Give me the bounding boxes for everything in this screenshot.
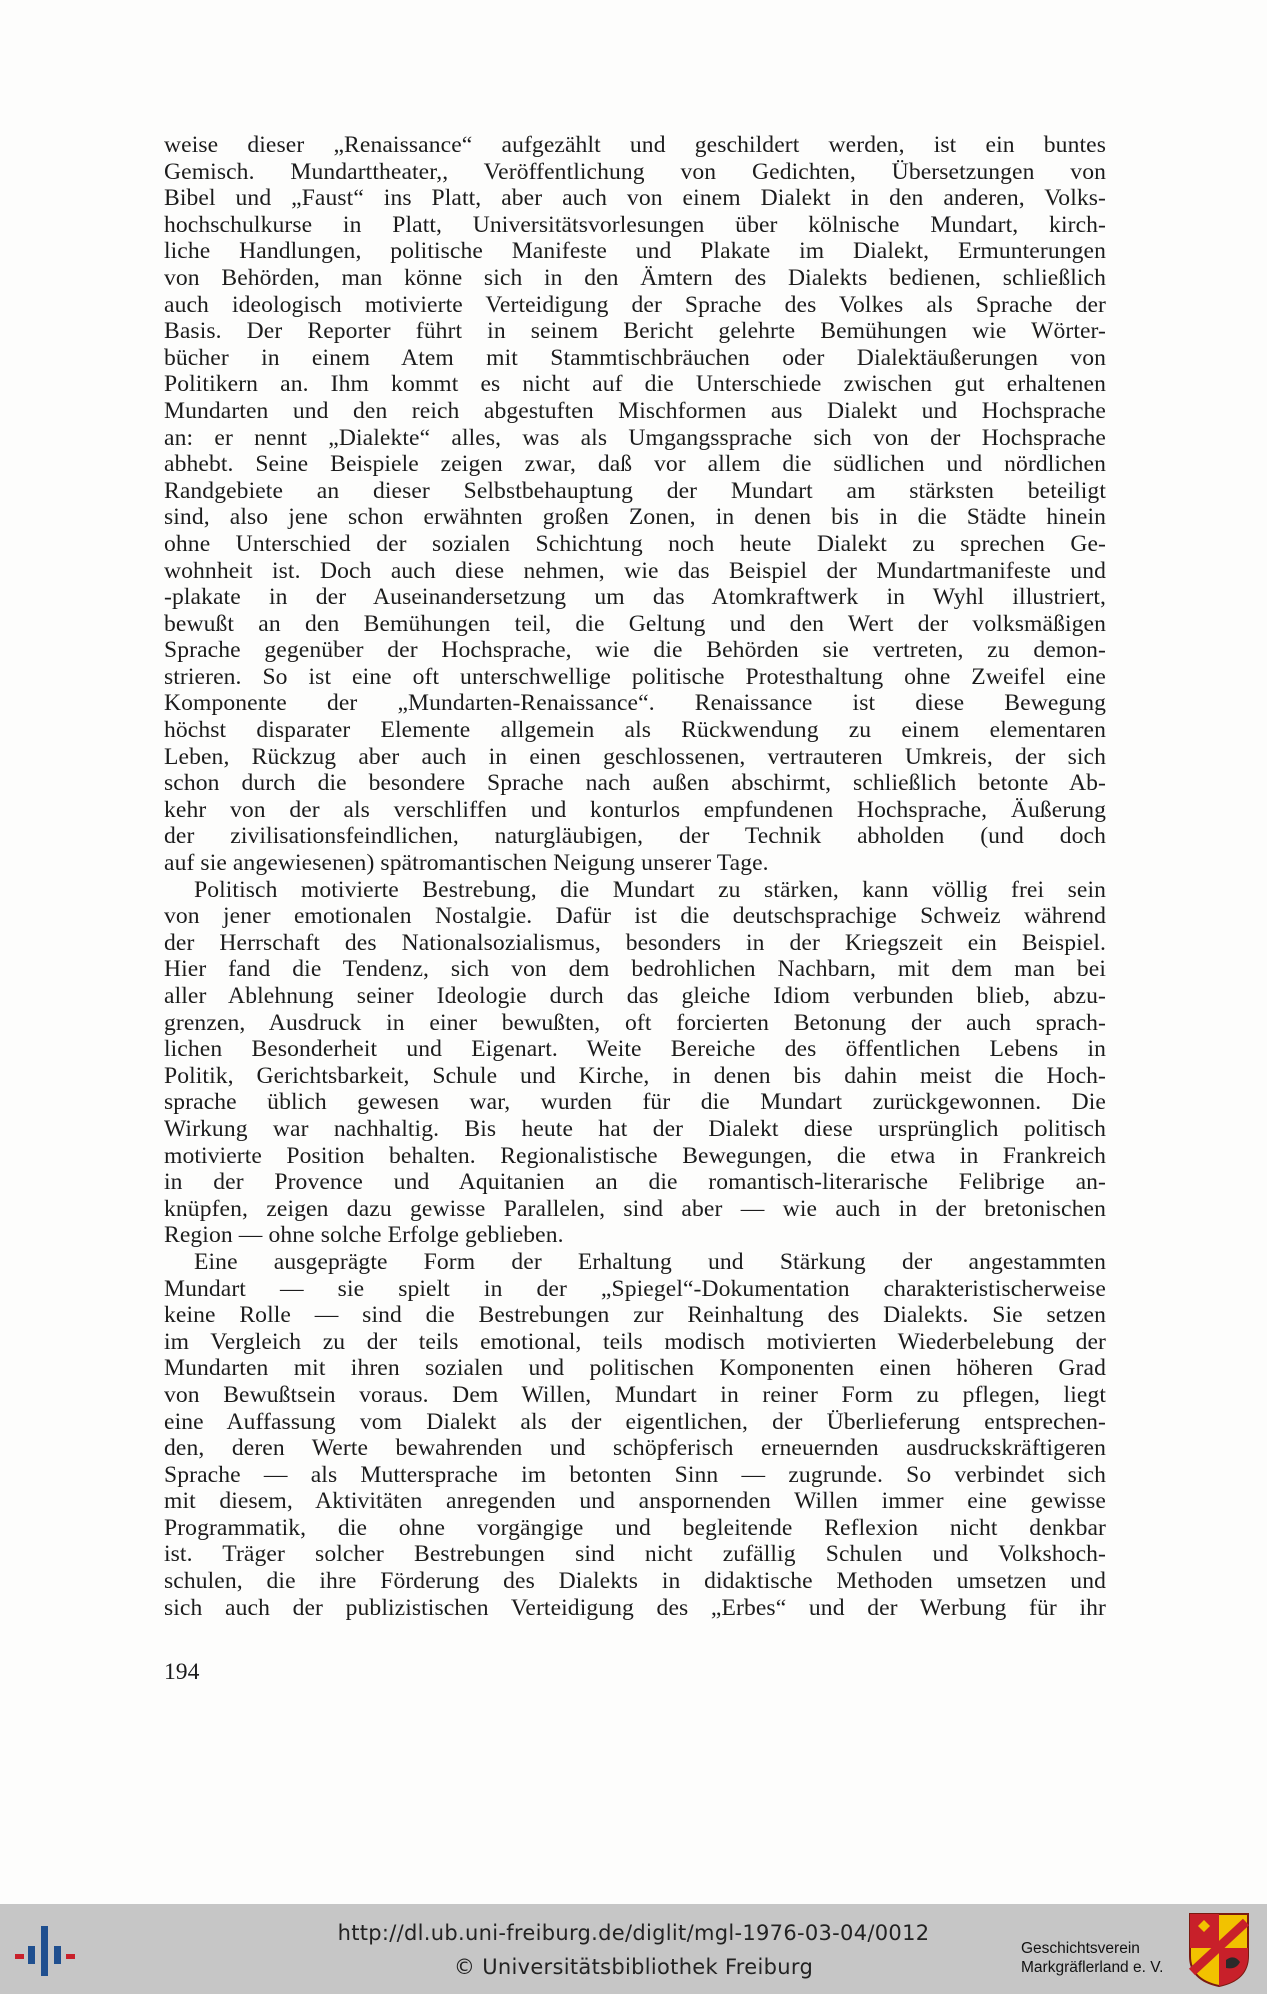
- document-url-link[interactable]: http://dl.ub.uni-freiburg.de/diglit/mgl-1976-03-04/0012: [337, 1921, 930, 1945]
- text-line: Sprache gegenüber der Hochsprache, wie die Behörden sie vertreten, zu demon-: [164, 637, 1106, 664]
- text-line: Basis. Der Reporter führt in seinem Bericht gelehrte Bemühungen wie Wörter-: [164, 318, 1106, 345]
- text-line: Bibel und „Faust“ ins Platt, aber auch von einem Dialekt in den anderen, Volks-: [164, 185, 1106, 212]
- text-line: auf sie angewiesenen) spätromantischen Neigung unserer Tage.: [164, 850, 769, 877]
- text-line: Region — ohne solche Erfolge geblieben.: [164, 1222, 564, 1249]
- text-line: sich auch der publizistischen Verteidigung des „Erbes“ und der Werbung für ihr: [164, 1594, 1106, 1621]
- text-line: sprache üblich gewesen war, wurden für die Mundart zurückgewonnen. Die: [164, 1089, 1106, 1116]
- text-line: Mundart — sie spielt in der „Spiegel“-Dokumentation charakteristischerweise: [164, 1275, 1106, 1302]
- text-line: bücher in einem Atem mit Stammtischbräuchen oder Dialektäußerungen von: [164, 344, 1106, 371]
- society-name: [1021, 1939, 1163, 1977]
- text-line: Randgebiete an dieser Selbstbehauptung der Mundart am stärksten beteiligt: [164, 477, 1106, 504]
- copyright-notice: © Universitätsbibliothek Freiburg: [453, 1955, 814, 1979]
- text-line: höchst disparater Elemente allgemein als Rückwendung zu einem elementaren: [164, 717, 1106, 744]
- text-line: auch ideologisch motivierte Verteidigung der Sprache des Volkes als Sprache der: [164, 291, 1106, 318]
- text-line: an: er nennt „Dialekte“ alles, was als Umgangssprache sich von der Hochsprache: [164, 424, 1106, 451]
- text-line: hochschulkurse in Platt, Universitätsvorlesungen über kölnische Mundart, kirch-: [164, 211, 1106, 238]
- text-line: schon durch die besondere Sprache nach außen abschirmt, schließlich betonte Ab-: [164, 770, 1106, 797]
- page-number: 194: [164, 1659, 200, 1685]
- text-line: Leben, Rückzug aber auch in einen geschlossenen, vertrauteren Umkreis, der sich: [164, 743, 1106, 770]
- text-line: aller Ablehnung seiner Ideologie durch das gleiche Idiom verbunden blieb, abzu-: [164, 983, 1106, 1009]
- text-line: Komponente der „Mundarten-Renaissance“. Renaissance ist diese Bewegung: [164, 690, 1106, 717]
- text-line: Sprache — als Muttersprache im betonten Sinn — zugrunde. So verbindet sich: [164, 1461, 1106, 1488]
- text-line: Eine ausgeprägte Form der Erhaltung und Stärkung der angestammten: [194, 1248, 1106, 1275]
- body-text: [164, 132, 1106, 1621]
- text-line: weise dieser „Renaissance“ aufgezählt und geschildert werden, ist ein buntes: [164, 132, 1106, 158]
- text-line: Wirkung war nachhaltig. Bis heute hat der Dialekt diese ursprünglich politisch: [164, 1115, 1106, 1142]
- text-line: von Bewußtsein voraus. Dem Willen, Mundart in reiner Form zu pflegen, liegt: [164, 1381, 1106, 1408]
- text-line: in der Provence und Aquitanien an die romantisch-literarische Felibrige an-: [164, 1169, 1106, 1196]
- markgraeflerland-crest-icon: [1188, 1912, 1250, 1988]
- text-line: sind, also jene schon erwähnten großen Zonen, in denen bis in die Städte hinein: [164, 504, 1106, 531]
- text-line: motivierte Position behalten. Regionalistische Bewegungen, die etwa in Frankreich: [164, 1142, 1106, 1169]
- text-line: knüpfen, zeigen dazu gewisse Parallelen, sind aber — wie auch in der bretonischen: [164, 1195, 1106, 1222]
- text-line: strieren. So ist eine oft unterschwellige politische Protesthaltung ohne Zweifel eine: [164, 663, 1106, 690]
- viewer-footer: [0, 1904, 1267, 1994]
- text-line: Programmatik, die ohne vorgängige und begleitende Reflexion nicht denkbar: [164, 1514, 1106, 1541]
- text-line: von Behörden, man könne sich in den Ämtern des Dialekts bedienen, schließlich: [164, 264, 1106, 291]
- text-line: bewußt an den Bemühungen teil, die Geltung und den Wert der volksmäßigen: [164, 610, 1106, 637]
- text-line: Gemisch. Mundarttheater,, Veröffentlichung von Gedichten, Übersetzungen von: [164, 158, 1106, 185]
- text-line: Politisch motivierte Bestrebung, die Mundart zu stärken, kann völlig frei sein: [194, 876, 1106, 903]
- text-line: Politikern an. Ihm kommt es nicht auf die Unterschiede zwischen gut erhaltenen: [164, 371, 1106, 398]
- text-line: mit diesem, Aktivitäten anregenden und anspornenden Willen immer eine gewisse: [164, 1488, 1106, 1515]
- society-name-line-1: Geschichtsverein: [1021, 1940, 1140, 1957]
- text-line: ist. Träger solcher Bestrebungen sind nicht zufällig Schulen und Volkshoch-: [164, 1541, 1106, 1568]
- text-line: wohnheit ist. Doch auch diese nehmen, wie das Beispiel der Mundartmanifeste und: [164, 557, 1106, 584]
- text-line: abhebt. Seine Beispiele zeigen zwar, daß vor allem die südlichen und nördlichen: [164, 451, 1106, 478]
- text-line: Mundarten mit ihren sozialen und politischen Komponenten einen höheren Grad: [164, 1355, 1106, 1382]
- text-line: ohne Unterschied der sozialen Schichtung noch heute Dialekt zu sprechen Ge-: [164, 530, 1106, 557]
- text-line: keine Rolle — sind die Bestrebungen zur Reinhaltung des Dialekts. Sie setzen: [164, 1302, 1106, 1329]
- text-line: -plakate in der Auseinandersetzung um das Atomkraftwerk in Wyhl illustriert,: [164, 584, 1106, 611]
- text-line: der zivilisationsfeindlichen, naturgläubigen, der Technik abholden (und doch: [164, 823, 1106, 850]
- text-line: Politik, Gerichtsbarkeit, Schule und Kirche, in denen bis dahin meist die Hoch-: [164, 1062, 1106, 1089]
- text-line: der Herrschaft des Nationalsozialismus, besonders in der Kriegszeit ein Beispiel.: [164, 929, 1106, 956]
- text-line: Mundarten und den reich abgestuften Mischformen aus Dialekt und Hochsprache: [164, 397, 1106, 424]
- text-line: eine Auffassung vom Dialekt als der eigentlichen, der Überlieferung entsprechen-: [164, 1408, 1106, 1435]
- text-line: lichen Besonderheit und Eigenart. Weite Bereiche des öffentlichen Lebens in: [164, 1036, 1106, 1063]
- society-name-line-2: Markgräflerland e. V.: [1021, 1959, 1164, 1976]
- text-line: von jener emotionalen Nostalgie. Dafür ist die deutschsprachige Schweiz während: [164, 903, 1106, 930]
- text-line: den, deren Werte bewahrenden und schöpferisch erneuernden ausdruckskräftigeren: [164, 1435, 1106, 1462]
- text-line: liche Handlungen, politische Manifeste und Plakate im Dialekt, Ermunterungen: [164, 238, 1106, 265]
- text-line: kehr von der als verschliffen und konturlos empfundenen Hochsprache, Äußerung: [164, 796, 1106, 823]
- text-line: Hier fand die Tendenz, sich von dem bedrohlichen Nachbarn, mit dem man bei: [164, 956, 1106, 983]
- text-line: schulen, die ihre Förderung des Dialekts in didaktische Methoden umsetzen und: [164, 1568, 1106, 1595]
- text-line: grenzen, Ausdruck in einer bewußten, oft forcierten Betonung der auch sprach-: [164, 1009, 1106, 1036]
- text-line: im Vergleich zu der teils emotional, teils modisch motivierten Wiederbelebung der: [164, 1328, 1106, 1355]
